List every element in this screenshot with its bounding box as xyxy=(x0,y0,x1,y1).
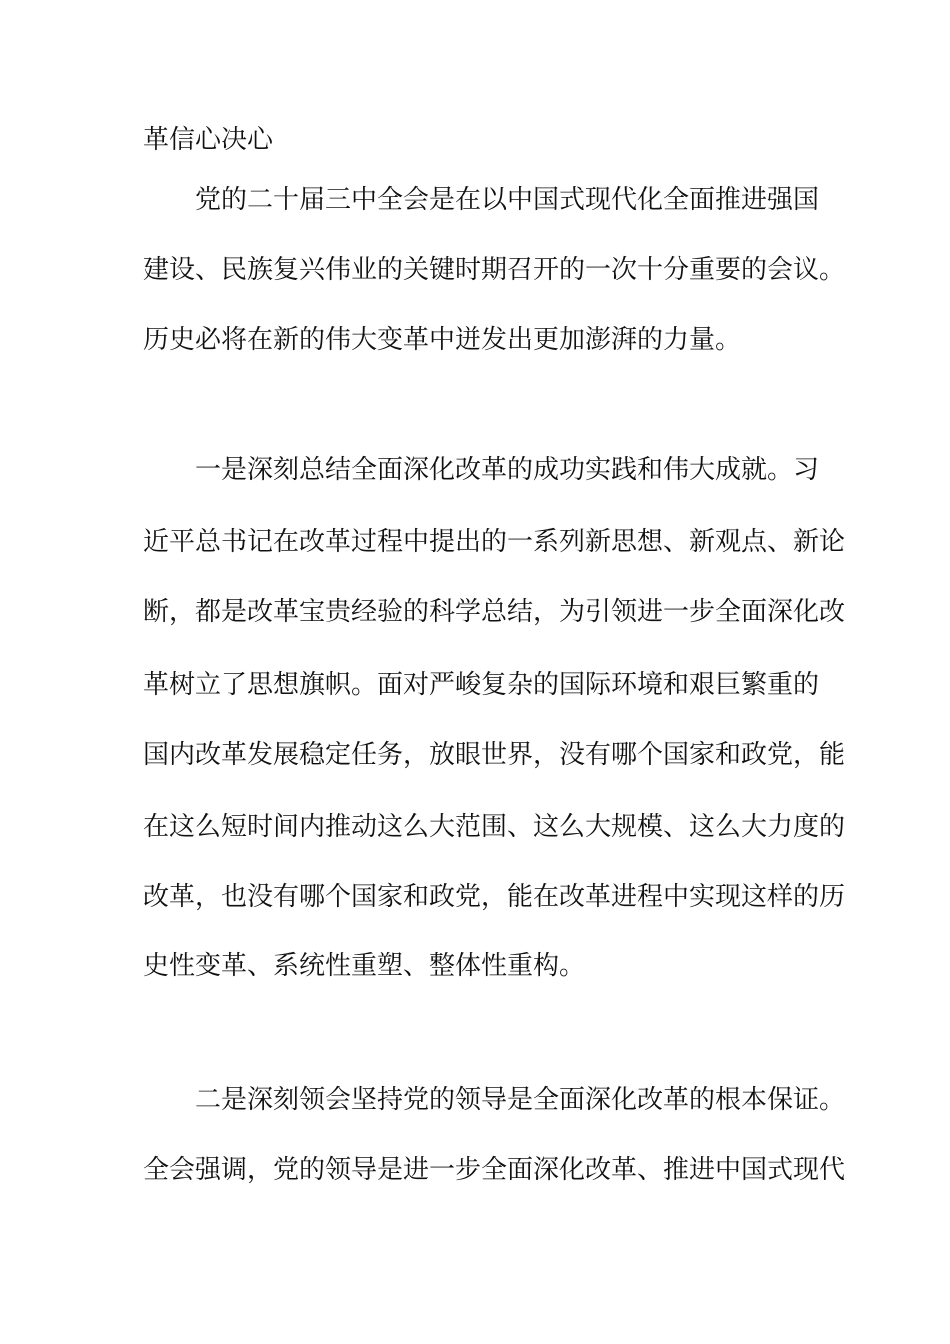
text-line: 革信心决心 xyxy=(143,125,274,155)
text-line: 国内改革发展稳定任务，放眼世界，没有哪个国家和政党，能 xyxy=(143,740,846,770)
text-line: 断，都是改革宝贵经验的科学总结，为引领进一步全面深化改 xyxy=(143,597,846,627)
text-line: 近平总书记在改革过程中提出的一系列新思想、新观点、新论 xyxy=(143,527,846,557)
paragraph-start-line: 二是深刻领会坚持党的领导是全面深化改革的根本保证。 xyxy=(195,1085,846,1115)
text-line: 全会强调，党的领导是进一步全面深化改革、推进中国式现代 xyxy=(143,1155,846,1185)
paragraph-start-line: 一是深刻总结全面深化改革的成功实践和伟大成就。习 xyxy=(195,455,820,485)
text-line: 历史必将在新的伟大变革中迸发出更加澎湃的力量。 xyxy=(143,325,742,355)
text-line: 改革，也没有哪个国家和政党，能在改革进程中实现这样的历 xyxy=(143,882,846,912)
text-line: 史性变革、系统性重塑、整体性重构。 xyxy=(143,951,586,981)
text-line: 建设、民族复兴伟业的关键时期召开的一次十分重要的会议。 xyxy=(143,255,846,285)
text-line: 革树立了思想旗帜。面对严峻复杂的国际环境和艰巨繁重的 xyxy=(143,670,820,700)
text-line: 在这么短时间内推动这么大范围、这么大规模、这么大力度的 xyxy=(143,812,846,842)
paragraph-start-line: 党的二十届三中全会是在以中国式现代化全面推进强国 xyxy=(195,185,820,215)
